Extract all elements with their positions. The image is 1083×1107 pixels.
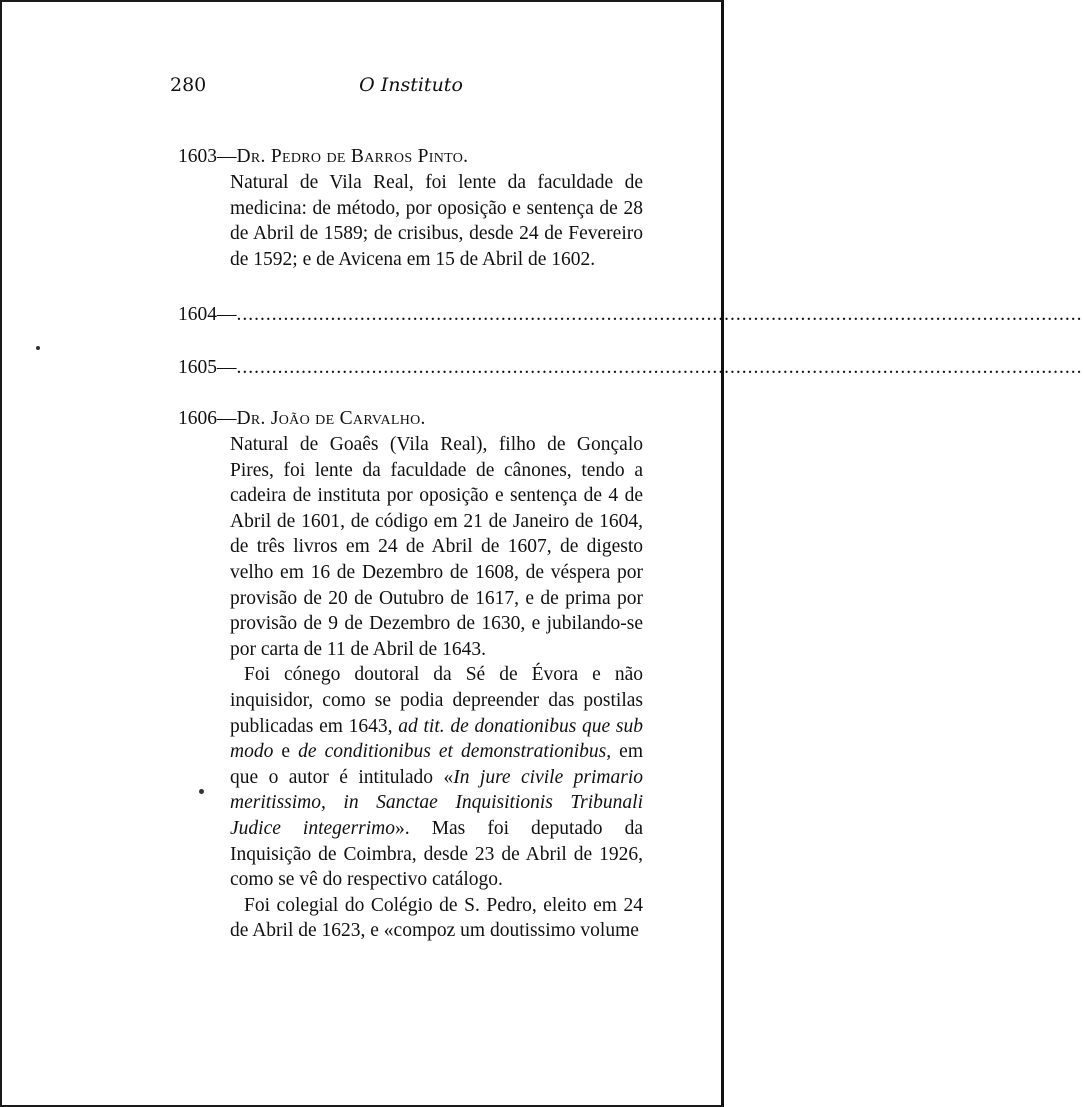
print-speck: [199, 789, 204, 794]
entry-year: 1605—: [178, 357, 237, 378]
entry-line-1604: [178, 302, 1083, 328]
entry-paragraph: Natural de Vila Real, foi lente da faculdade de medicina: de método, por oposição e sentença de 28 de Abril de 1589; de crisibus, desde 24 de Fevereiro de 1592; e de Avicena em 15 de Abril de 1602.: [230, 172, 643, 270]
leader-dots: ................................................................................................................................................: [236, 304, 1083, 325]
entry-name: Dr. Pedro de Barros Pinto.: [236, 146, 469, 167]
entry-year: 1604—: [178, 304, 237, 325]
entry-line-1605: [178, 355, 1083, 381]
leader-dots: ................................................................................................................................................: [236, 357, 1083, 378]
paragraph-text: ». Mas foi deputado da Inquisição de Coimbra, desde 23 de Abril de 1926, como se vê do respectivo catálogo.: [230, 817, 643, 891]
latin-title: de conditionibus et demonstrationibus,: [298, 741, 612, 763]
running-title: O Instituto: [359, 74, 463, 96]
entry-paragraph-1: Natural de Goaês (Vila Real), filho de Gonçalo Pires, foi lente da faculdade de cânones, tendo a cadeira de instituta por oposição e sentença de 4 de Abril de 1601, de código em 21 de Janeiro de 1604, de três livros em 24 de Abril de 1607, de digesto velho em 16 de Dezembro de 1608, de véspera por provisão de 20 de Outubro de 1617, e de prima por provisão de 9 de Dezembro de 1630, e jubilando-se por carta de 11 de Abril de 1643.: [230, 434, 643, 660]
latin-title: ad tit. de donationibus que sub modo: [230, 715, 643, 763]
entry-name: Dr. João de Carvalho.: [236, 408, 426, 429]
entry-year: 1606—: [178, 408, 237, 429]
entry-heading-1603: [178, 144, 648, 170]
entry-paragraph-2: [230, 662, 643, 892]
entry-year: 1603—: [178, 146, 237, 167]
paragraph-text: Foi cónego doutoral da Sé de Évora e não inquisidor, como se podia depreender das postilas publicadas em 1643,: [230, 664, 643, 737]
page-number: 280: [170, 74, 207, 96]
latin-quote: In jure civile primario meritissimo, in Sanctae Inquisitionis Tribunali Judice integerrimo: [230, 766, 643, 839]
entry-body-1603: [230, 170, 643, 272]
paragraph-text: em que o autor é intitulado «: [230, 741, 643, 788]
entry-heading-1606: [178, 406, 648, 432]
print-speck: [36, 346, 40, 350]
paragraph-text: e: [273, 741, 299, 763]
entry-body-1606: [230, 432, 643, 944]
entry-paragraph-3: Foi colegial do Colégio de S. Pedro, eleito em 24 de Abril de 1623, e «compoz um doutissimo volume: [230, 894, 643, 942]
